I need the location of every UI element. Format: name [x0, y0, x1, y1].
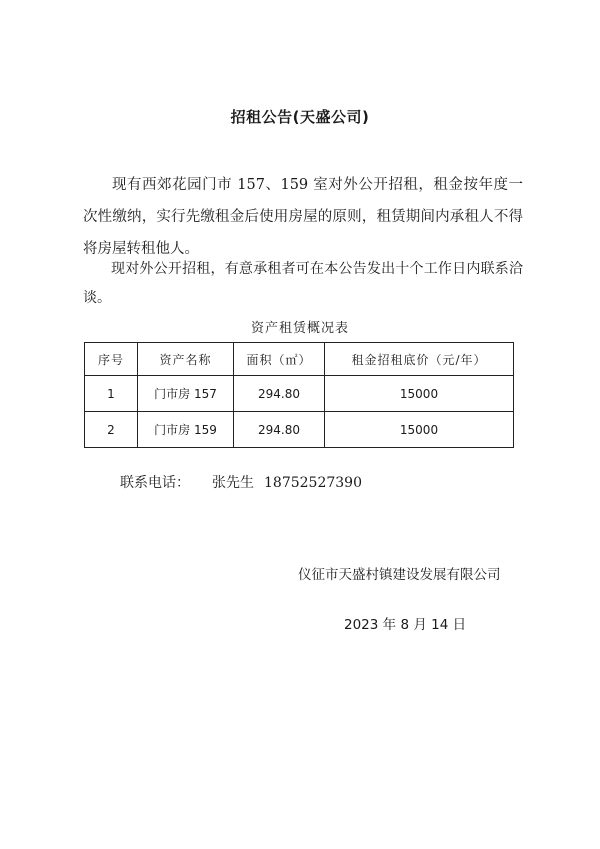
notice-title: 招租公告(天盛公司): [230, 108, 370, 126]
cell-asset-name: 门市房 157: [138, 376, 234, 412]
contact-name: 张先生: [212, 475, 254, 491]
notice-paragraph-2: 现对外公开招租，有意承租者可在本公告发出十个工作日内联系洽谈。: [83, 261, 523, 306]
cell-serial-number: 1: [85, 376, 138, 412]
cell-area: 294.80: [234, 376, 325, 412]
issuing-company: 仪征市天盛村镇建设发展有限公司: [298, 567, 501, 583]
cell-base-rent: 15000: [325, 412, 514, 448]
header-asset-name: 资产名称: [138, 343, 234, 376]
cell-area: 294.80: [234, 412, 325, 448]
cell-asset-name: 门市房 159: [138, 412, 234, 448]
cell-serial-number: 2: [85, 412, 138, 448]
table-header-row: [85, 343, 514, 376]
issue-date: 2023 年 8 月 14 日: [344, 617, 467, 633]
table-row: [85, 412, 514, 448]
contact-phone: 18752527390: [264, 475, 362, 491]
cell-base-rent: 15000: [325, 376, 514, 412]
contact-label: 联系电话：: [120, 475, 190, 491]
table-row: [85, 376, 514, 412]
notice-paragraph-1: 现有西郊花园门市 157、159 室对外公开招租，租金按年度一次性缴纳，实行先缴租金后使用房屋的原则，租赁期间内承租人不得将房屋转租他人。: [83, 177, 523, 257]
contact-line: [120, 472, 362, 492]
asset-lease-table: [84, 342, 514, 448]
header-base-rent: 租金招租底价（元/年）: [325, 343, 514, 376]
header-serial-number: 序号: [85, 343, 138, 376]
header-area: 面积（㎡）: [234, 343, 325, 376]
table-caption: 资产租赁概况表: [250, 321, 349, 336]
